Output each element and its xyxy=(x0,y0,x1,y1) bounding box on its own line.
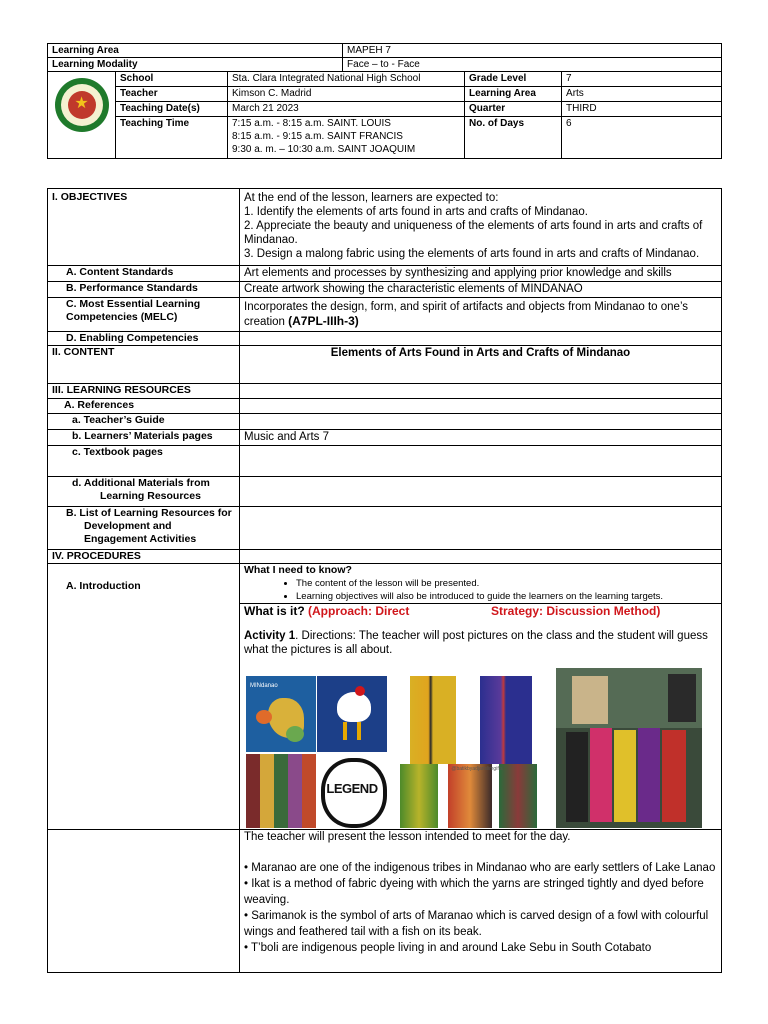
teacher-label: Teacher xyxy=(116,87,228,102)
modality-label: Learning Modality xyxy=(48,58,343,72)
tboli-people-photo xyxy=(556,668,702,828)
enabling-label: D. Enabling Competencies xyxy=(48,332,240,346)
lesson-fact: • Maranao are one of the indigenous tribes in Mindanao who are early settlers of Lake Lanao xyxy=(244,862,716,874)
resources-list-label: B. List of Learning Resources for Development and Engagement Activities xyxy=(48,507,240,550)
date-label: Teaching Date(s) xyxy=(116,102,228,117)
school-value: Sta. Clara Integrated National High School xyxy=(228,72,465,87)
textbook-label: c. Textbook pages xyxy=(48,446,240,477)
enabling-value xyxy=(240,332,722,346)
time-line: 7:15 a.m. - 8:15 a.m. SAINT. LOUIS xyxy=(232,118,391,129)
intro-bullet: • The content of the lesson will be presented. xyxy=(296,577,717,590)
area2-label: Learning Area xyxy=(465,87,562,102)
learners-materials-label: b. Learners’ Materials pages xyxy=(48,430,240,446)
lesson-fact: • Sarimanok is the symbol of arts of Maranao which is carved design of a fowl with colourful wings and feathered tail with a fish on its beak. xyxy=(244,910,709,938)
melc-code: (A7PL-IIIh-3) xyxy=(288,314,359,328)
introduction-label: A. Introduction xyxy=(48,564,240,830)
approach-text: (Approach: Direct xyxy=(308,604,410,618)
days-label: No. of Days xyxy=(465,117,562,159)
additional-materials-value xyxy=(240,477,722,507)
seal-star-icon: ★ xyxy=(74,95,89,112)
school-label: School xyxy=(116,72,228,87)
modality-value: Face – to - Face xyxy=(343,58,722,72)
grade-value: 7 xyxy=(562,72,722,87)
what-is-it-heading: What is it? xyxy=(244,604,308,618)
time-value xyxy=(228,117,465,159)
references-label: A. References xyxy=(48,399,240,414)
mindanao-map-image: MINdanao xyxy=(246,676,316,752)
need-to-know-heading: What I need to know? xyxy=(244,564,352,576)
time-label: Teaching Time xyxy=(116,117,228,159)
resources-list-value xyxy=(240,507,722,550)
objective-item: 1. Identify the elements of arts found in arts and crafts of Mindanao. xyxy=(244,206,588,218)
resources-value xyxy=(240,384,722,399)
additional-materials-label: d. Additional Materials from Learning Resources xyxy=(48,477,240,507)
time-line: 9:30 a. m. – 10:30 a.m. SAINT JOAQUIM xyxy=(232,144,416,155)
legend-logo-text: LEGEND xyxy=(326,781,378,796)
procedures-value xyxy=(240,550,722,564)
intro-bullet: • Learning objectives will also be introduced to guide the learners on the learning targets. xyxy=(296,590,717,603)
learning-area-value: MAPEH 7 xyxy=(343,44,722,58)
lesson-intro: The teacher will present the lesson intended to meet for the day. xyxy=(244,831,571,843)
school-seal-logo xyxy=(55,78,109,132)
activity-paragraph: Activity 1. Directions: The teacher will post pictures on the class and the student will guess what the pictures is all about. xyxy=(244,630,708,656)
market-products-image xyxy=(246,754,316,828)
melc-label: C. Most Essential Learning Competencies (MELC) xyxy=(48,298,240,332)
intro-bullets xyxy=(244,577,717,603)
teachers-guide-value xyxy=(240,414,722,430)
objectives-label: I. OBJECTIVES xyxy=(48,189,240,266)
references-value xyxy=(240,399,722,414)
content-standards-label: A. Content Standards xyxy=(48,266,240,282)
lesson-fact: • T’boli are indigenous people living in and around Lake Sebu in South Cotabato xyxy=(244,942,652,954)
days-value: 6 xyxy=(562,117,722,159)
objectives-cell xyxy=(240,189,722,266)
resources-label: III. LEARNING RESOURCES xyxy=(48,384,240,399)
sarimanok-image xyxy=(317,676,387,752)
objectives-intro: At the end of the lesson, learners are expected to: xyxy=(244,192,499,204)
learners-materials-value: Music and Arts 7 xyxy=(240,430,722,446)
what-is-it-line xyxy=(240,603,721,619)
introduction-cell xyxy=(240,564,722,830)
lesson-content-cell xyxy=(240,830,722,973)
content-standards-value: Art elements and processes by synthesizing and applying prior knowledge and skills xyxy=(240,266,722,282)
date-value: March 21 2023 xyxy=(228,102,465,117)
content-title: Elements of Arts Found in Arts and Crafts of Mindanao xyxy=(240,346,722,384)
strategy-text: Strategy: Discussion Method) xyxy=(491,604,661,618)
area2-value: Arts xyxy=(562,87,722,102)
malong-fabric-image xyxy=(480,676,532,764)
teachers-guide-label: a. Teacher’s Guide xyxy=(48,414,240,430)
content-label: II. CONTENT xyxy=(48,346,240,384)
grade-label: Grade Level xyxy=(465,72,562,87)
time-line: 8:15 a.m. - 9:15 a.m. SAINT FRANCIS xyxy=(232,131,403,142)
header-table xyxy=(47,43,722,159)
learning-area-label: Learning Area xyxy=(48,44,343,58)
objective-item: 2. Appreciate the beauty and uniqueness of the elements of arts found in arts and crafts of Mindanao. xyxy=(244,220,703,246)
quarter-label: Quarter xyxy=(465,102,562,117)
textbook-value xyxy=(240,446,722,477)
melc-value: Incorporates the design, form, and spirit of artifacts and objects from Mindanao to one’s creation (A7PL-IIIh-3) xyxy=(240,298,722,332)
performance-standards-value: Create artwork showing the characteristic elements of MINDANAO xyxy=(240,282,722,298)
quarter-value: THIRD xyxy=(562,102,722,117)
lesson-fact: • Ikat is a method of fabric dyeing with which the yarns are stringed tightly and dyed before weaving. xyxy=(244,878,704,906)
objective-item: 3. Design a malong fabric using the elements of arts found in arts and crafts of Mindanao. xyxy=(244,248,700,260)
school-seal-cell xyxy=(48,72,116,159)
activity-title: Activity 1 xyxy=(244,630,296,642)
performance-standards-label: B. Performance Standards xyxy=(48,282,240,298)
teacher-value: Kimson C. Madrid xyxy=(228,87,465,102)
procedures-label: IV. PROCEDURES xyxy=(48,550,240,564)
watermark-text: @batikbyadjanslimgifts xyxy=(451,766,503,772)
legend-logo-image xyxy=(317,754,387,828)
lesson-plan-table xyxy=(47,188,722,973)
lesson-left-cell xyxy=(48,830,240,973)
malong-fabric-image xyxy=(410,676,456,764)
